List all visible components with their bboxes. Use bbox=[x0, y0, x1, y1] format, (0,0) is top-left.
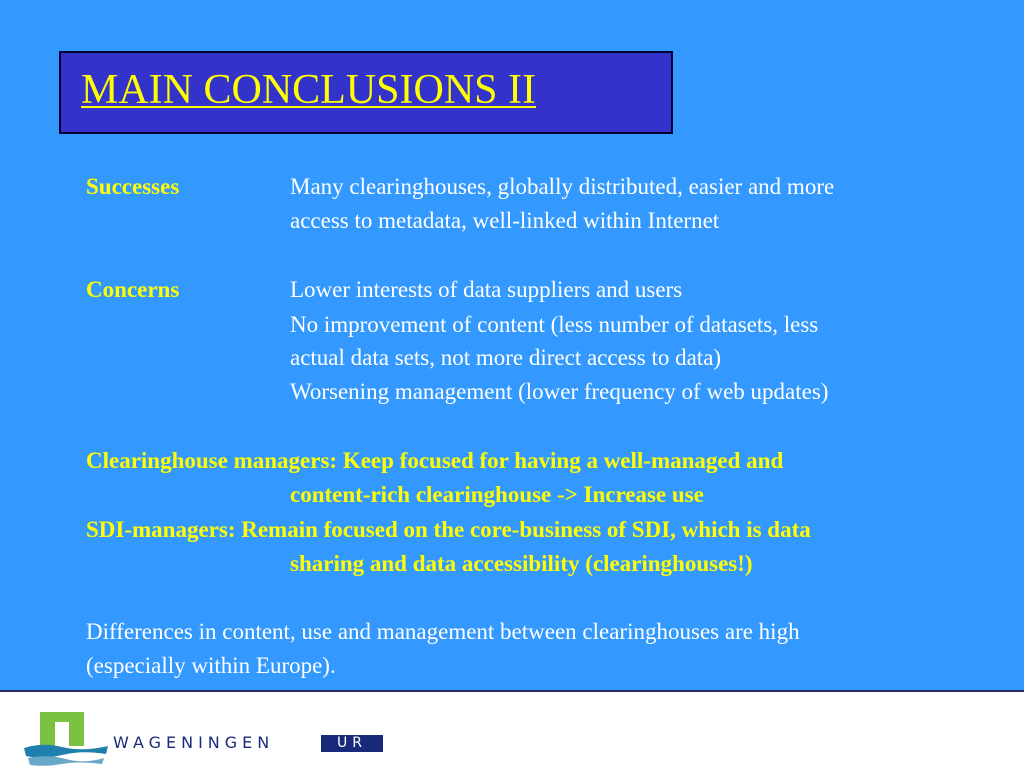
concerns-line-3: actual data sets, not more direct access to data) bbox=[290, 345, 722, 370]
logo-wordmark: WAGENINGEN bbox=[113, 733, 275, 752]
sdi-managers-line-1: SDI-managers: Remain focused on the core-business of SDI, which is data bbox=[86, 517, 811, 542]
concerns-line-1: Lower interests of data suppliers and users bbox=[290, 277, 683, 302]
clearinghouse-managers-line-1: Clearinghouse managers: Keep focused for having a well-managed and bbox=[86, 448, 784, 473]
sdi-managers-line-2: sharing and data accessibility (clearinghouses!) bbox=[290, 551, 753, 576]
successes-line-1: Many clearinghouses, globally distributed, easier and more bbox=[290, 174, 835, 199]
logo-ur-badge: UR bbox=[321, 735, 383, 752]
footer-bar bbox=[0, 690, 1024, 768]
title-box bbox=[59, 51, 673, 134]
wageningen-logo-icon bbox=[22, 708, 110, 766]
successes-label: Successes bbox=[86, 174, 180, 199]
slide-title: MAIN CONCLUSIONS II bbox=[81, 67, 537, 113]
differences-line-1: Differences in content, use and management between clearinghouses are high bbox=[86, 619, 800, 644]
concerns-label: Concerns bbox=[86, 277, 180, 302]
successes-line-2: access to metadata, well-linked within Internet bbox=[290, 208, 720, 233]
concerns-line-2: No improvement of content (less number of datasets, less bbox=[290, 312, 819, 337]
concerns-line-4: Worsening management (lower frequency of web updates) bbox=[290, 379, 829, 404]
differences-line-2: (especially within Europe). bbox=[86, 653, 336, 678]
clearinghouse-managers-line-2: content-rich clearinghouse -> Increase use bbox=[290, 482, 704, 507]
